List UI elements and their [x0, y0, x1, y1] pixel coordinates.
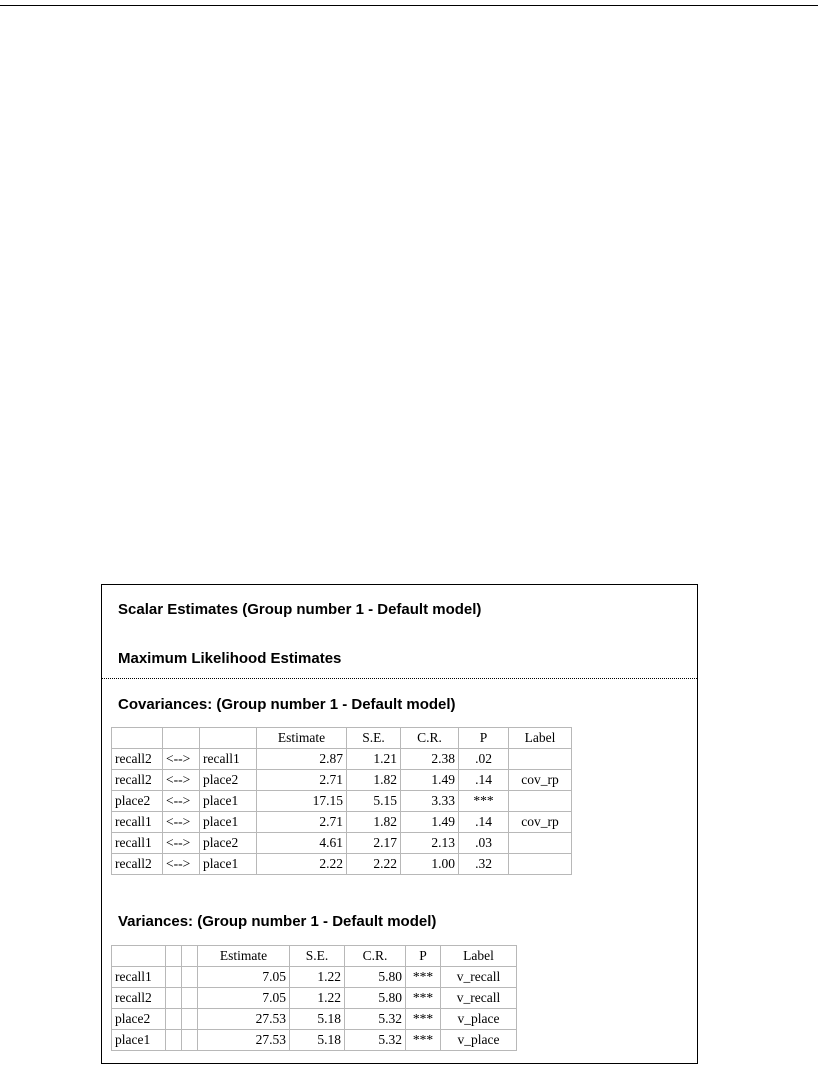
table-cell: v_recall [441, 967, 517, 988]
table-cell: v_recall [441, 988, 517, 1009]
table-cell: v_place [441, 1030, 517, 1051]
table-row [112, 988, 517, 1009]
table-cell [182, 1009, 198, 1030]
table-cell: recall1 [112, 967, 166, 988]
table-cell: .03 [459, 833, 509, 854]
table-cell: 3.33 [401, 791, 459, 812]
table-cell: 4.61 [257, 833, 347, 854]
column-header: P [459, 728, 509, 749]
table-cell [509, 791, 572, 812]
table-cell: 5.80 [345, 988, 406, 1009]
column-header [112, 946, 166, 967]
table-cell [166, 1009, 182, 1030]
table-cell: recall2 [112, 854, 163, 875]
table-cell [509, 749, 572, 770]
table-cell: 5.80 [345, 967, 406, 988]
column-header [112, 728, 163, 749]
section-divider [102, 678, 697, 679]
table-cell: <--> [163, 749, 200, 770]
page-top-rule [0, 5, 818, 6]
table-cell: recall2 [112, 749, 163, 770]
table-cell: 5.32 [345, 1030, 406, 1051]
table-cell: *** [406, 967, 441, 988]
table-row [112, 812, 572, 833]
table-cell [182, 988, 198, 1009]
table-cell: 5.15 [347, 791, 401, 812]
table-cell: 2.17 [347, 833, 401, 854]
covariances-heading: Covariances: (Group number 1 - Default model) [118, 696, 456, 713]
estimates-panel [101, 584, 698, 1064]
table-cell: <--> [163, 833, 200, 854]
table-cell: place2 [112, 1009, 166, 1030]
table-cell: cov_rp [509, 812, 572, 833]
table-cell: place1 [200, 812, 257, 833]
table-row [112, 854, 572, 875]
column-header: C.R. [401, 728, 459, 749]
column-header: Estimate [257, 728, 347, 749]
table-header-row [112, 728, 572, 749]
table-cell: *** [406, 988, 441, 1009]
table-cell: 2.71 [257, 812, 347, 833]
variances-heading: Variances: (Group number 1 - Default model) [118, 913, 437, 930]
table-cell: 2.22 [257, 854, 347, 875]
table-cell: recall1 [112, 812, 163, 833]
table-row [112, 791, 572, 812]
table-cell [182, 1030, 198, 1051]
table-cell: 1.49 [401, 812, 459, 833]
table-cell: place2 [200, 770, 257, 791]
table-cell: 1.22 [290, 967, 345, 988]
table-cell [509, 854, 572, 875]
column-header: Label [441, 946, 517, 967]
table-cell: place2 [112, 791, 163, 812]
column-header [166, 946, 182, 967]
table-cell: place1 [200, 791, 257, 812]
column-header: P [406, 946, 441, 967]
table-cell: 5.32 [345, 1009, 406, 1030]
table-cell: recall1 [112, 833, 163, 854]
table-cell: .02 [459, 749, 509, 770]
ml-estimates-heading: Maximum Likelihood Estimates [118, 650, 342, 667]
scalar-estimates-heading: Scalar Estimates (Group number 1 - Default model) [118, 601, 482, 618]
table-cell: <--> [163, 812, 200, 833]
variances-table [111, 945, 517, 1051]
table-cell: 1.00 [401, 854, 459, 875]
column-header [200, 728, 257, 749]
table-row [112, 967, 517, 988]
table-cell: 27.53 [198, 1030, 290, 1051]
table-row [112, 749, 572, 770]
column-header [182, 946, 198, 967]
table-cell: recall2 [112, 988, 166, 1009]
column-header: S.E. [290, 946, 345, 967]
table-cell: v_place [441, 1009, 517, 1030]
table-cell [166, 1030, 182, 1051]
table-cell: place1 [200, 854, 257, 875]
table-cell: .32 [459, 854, 509, 875]
table-cell: recall1 [200, 749, 257, 770]
table-cell: 2.13 [401, 833, 459, 854]
table-row [112, 770, 572, 791]
table-cell: 1.82 [347, 812, 401, 833]
table-cell: 5.18 [290, 1009, 345, 1030]
column-header: C.R. [345, 946, 406, 967]
table-cell: 5.18 [290, 1030, 345, 1051]
table-cell: <--> [163, 854, 200, 875]
column-header: Label [509, 728, 572, 749]
table-cell: 2.22 [347, 854, 401, 875]
table-row [112, 1009, 517, 1030]
table-cell: .14 [459, 770, 509, 791]
table-cell: 7.05 [198, 988, 290, 1009]
table-cell: <--> [163, 770, 200, 791]
table-cell: 17.15 [257, 791, 347, 812]
table-cell: 2.38 [401, 749, 459, 770]
column-header [163, 728, 200, 749]
table-cell: 1.82 [347, 770, 401, 791]
table-cell [509, 833, 572, 854]
table-cell: 1.49 [401, 770, 459, 791]
table-cell: 1.22 [290, 988, 345, 1009]
table-cell: 7.05 [198, 967, 290, 988]
table-cell: <--> [163, 791, 200, 812]
column-header: S.E. [347, 728, 401, 749]
table-cell: 27.53 [198, 1009, 290, 1030]
table-cell: *** [406, 1009, 441, 1030]
table-cell: recall2 [112, 770, 163, 791]
covariances-table [111, 727, 572, 875]
table-cell: *** [459, 791, 509, 812]
table-cell: 2.87 [257, 749, 347, 770]
table-cell: 2.71 [257, 770, 347, 791]
table-cell [166, 967, 182, 988]
table-cell: place2 [200, 833, 257, 854]
table-cell: cov_rp [509, 770, 572, 791]
table-cell: place1 [112, 1030, 166, 1051]
table-cell [182, 967, 198, 988]
table-row [112, 833, 572, 854]
table-cell: .14 [459, 812, 509, 833]
table-row [112, 1030, 517, 1051]
table-header-row [112, 946, 517, 967]
table-cell: 1.21 [347, 749, 401, 770]
table-cell [166, 988, 182, 1009]
column-header: Estimate [198, 946, 290, 967]
table-cell: *** [406, 1030, 441, 1051]
